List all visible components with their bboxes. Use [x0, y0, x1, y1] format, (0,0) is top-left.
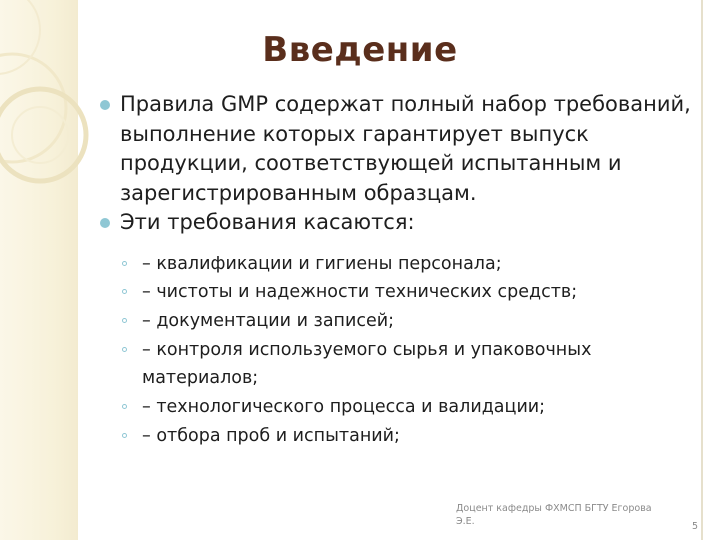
sub-bullet-text: – документации и записей;	[142, 310, 395, 331]
ring-bullet-icon	[122, 261, 127, 266]
slide-title: Введение	[262, 30, 458, 70]
bullet-list	[96, 90, 706, 450]
ring-bullet-icon	[122, 289, 127, 294]
sub-bullet-item	[96, 307, 706, 336]
sub-bullet-list	[96, 250, 706, 451]
ring-bullet-icon	[122, 404, 127, 409]
sub-bullet-text: – чистоты и надежности технических средств;	[142, 282, 578, 303]
ring-bullet-icon	[122, 318, 127, 323]
bullet-text: Правила GMP содержат полный набор требований, выполнение которых гарантирует выпуск продукции, соответствующей испытанным и зарегистрированным образцам.	[120, 92, 691, 205]
sub-bullet-item	[96, 422, 706, 451]
sub-bullet-item	[96, 336, 706, 393]
bullet-dot-icon	[100, 218, 110, 228]
ring-bullet-icon	[122, 433, 127, 438]
bullet-dot-icon	[100, 100, 110, 110]
bullet-text: Эти требования касаются:	[120, 210, 415, 234]
sub-bullet-text: – контроля используемого сырья и упаковочных материалов;	[142, 339, 592, 389]
sub-bullet-text: – отбора проб и испытаний;	[142, 425, 400, 446]
page-number: 5	[692, 521, 699, 532]
bullet-item	[96, 90, 706, 208]
sub-bullet-item	[96, 393, 706, 422]
sub-bullet-item	[96, 278, 706, 307]
decorative-left-band	[0, 0, 78, 540]
footer-author: Доцент кафедры ФХМСП БГТУ Егорова Э.Е.	[456, 503, 652, 527]
sub-bullet-item	[96, 250, 706, 279]
sub-bullet-text: – квалификации и гигиены персонала;	[142, 253, 502, 274]
sub-bullet-text: – технологического процесса и валидации;	[142, 397, 546, 418]
ring-bullet-icon	[122, 347, 127, 352]
bullet-item	[96, 208, 706, 450]
